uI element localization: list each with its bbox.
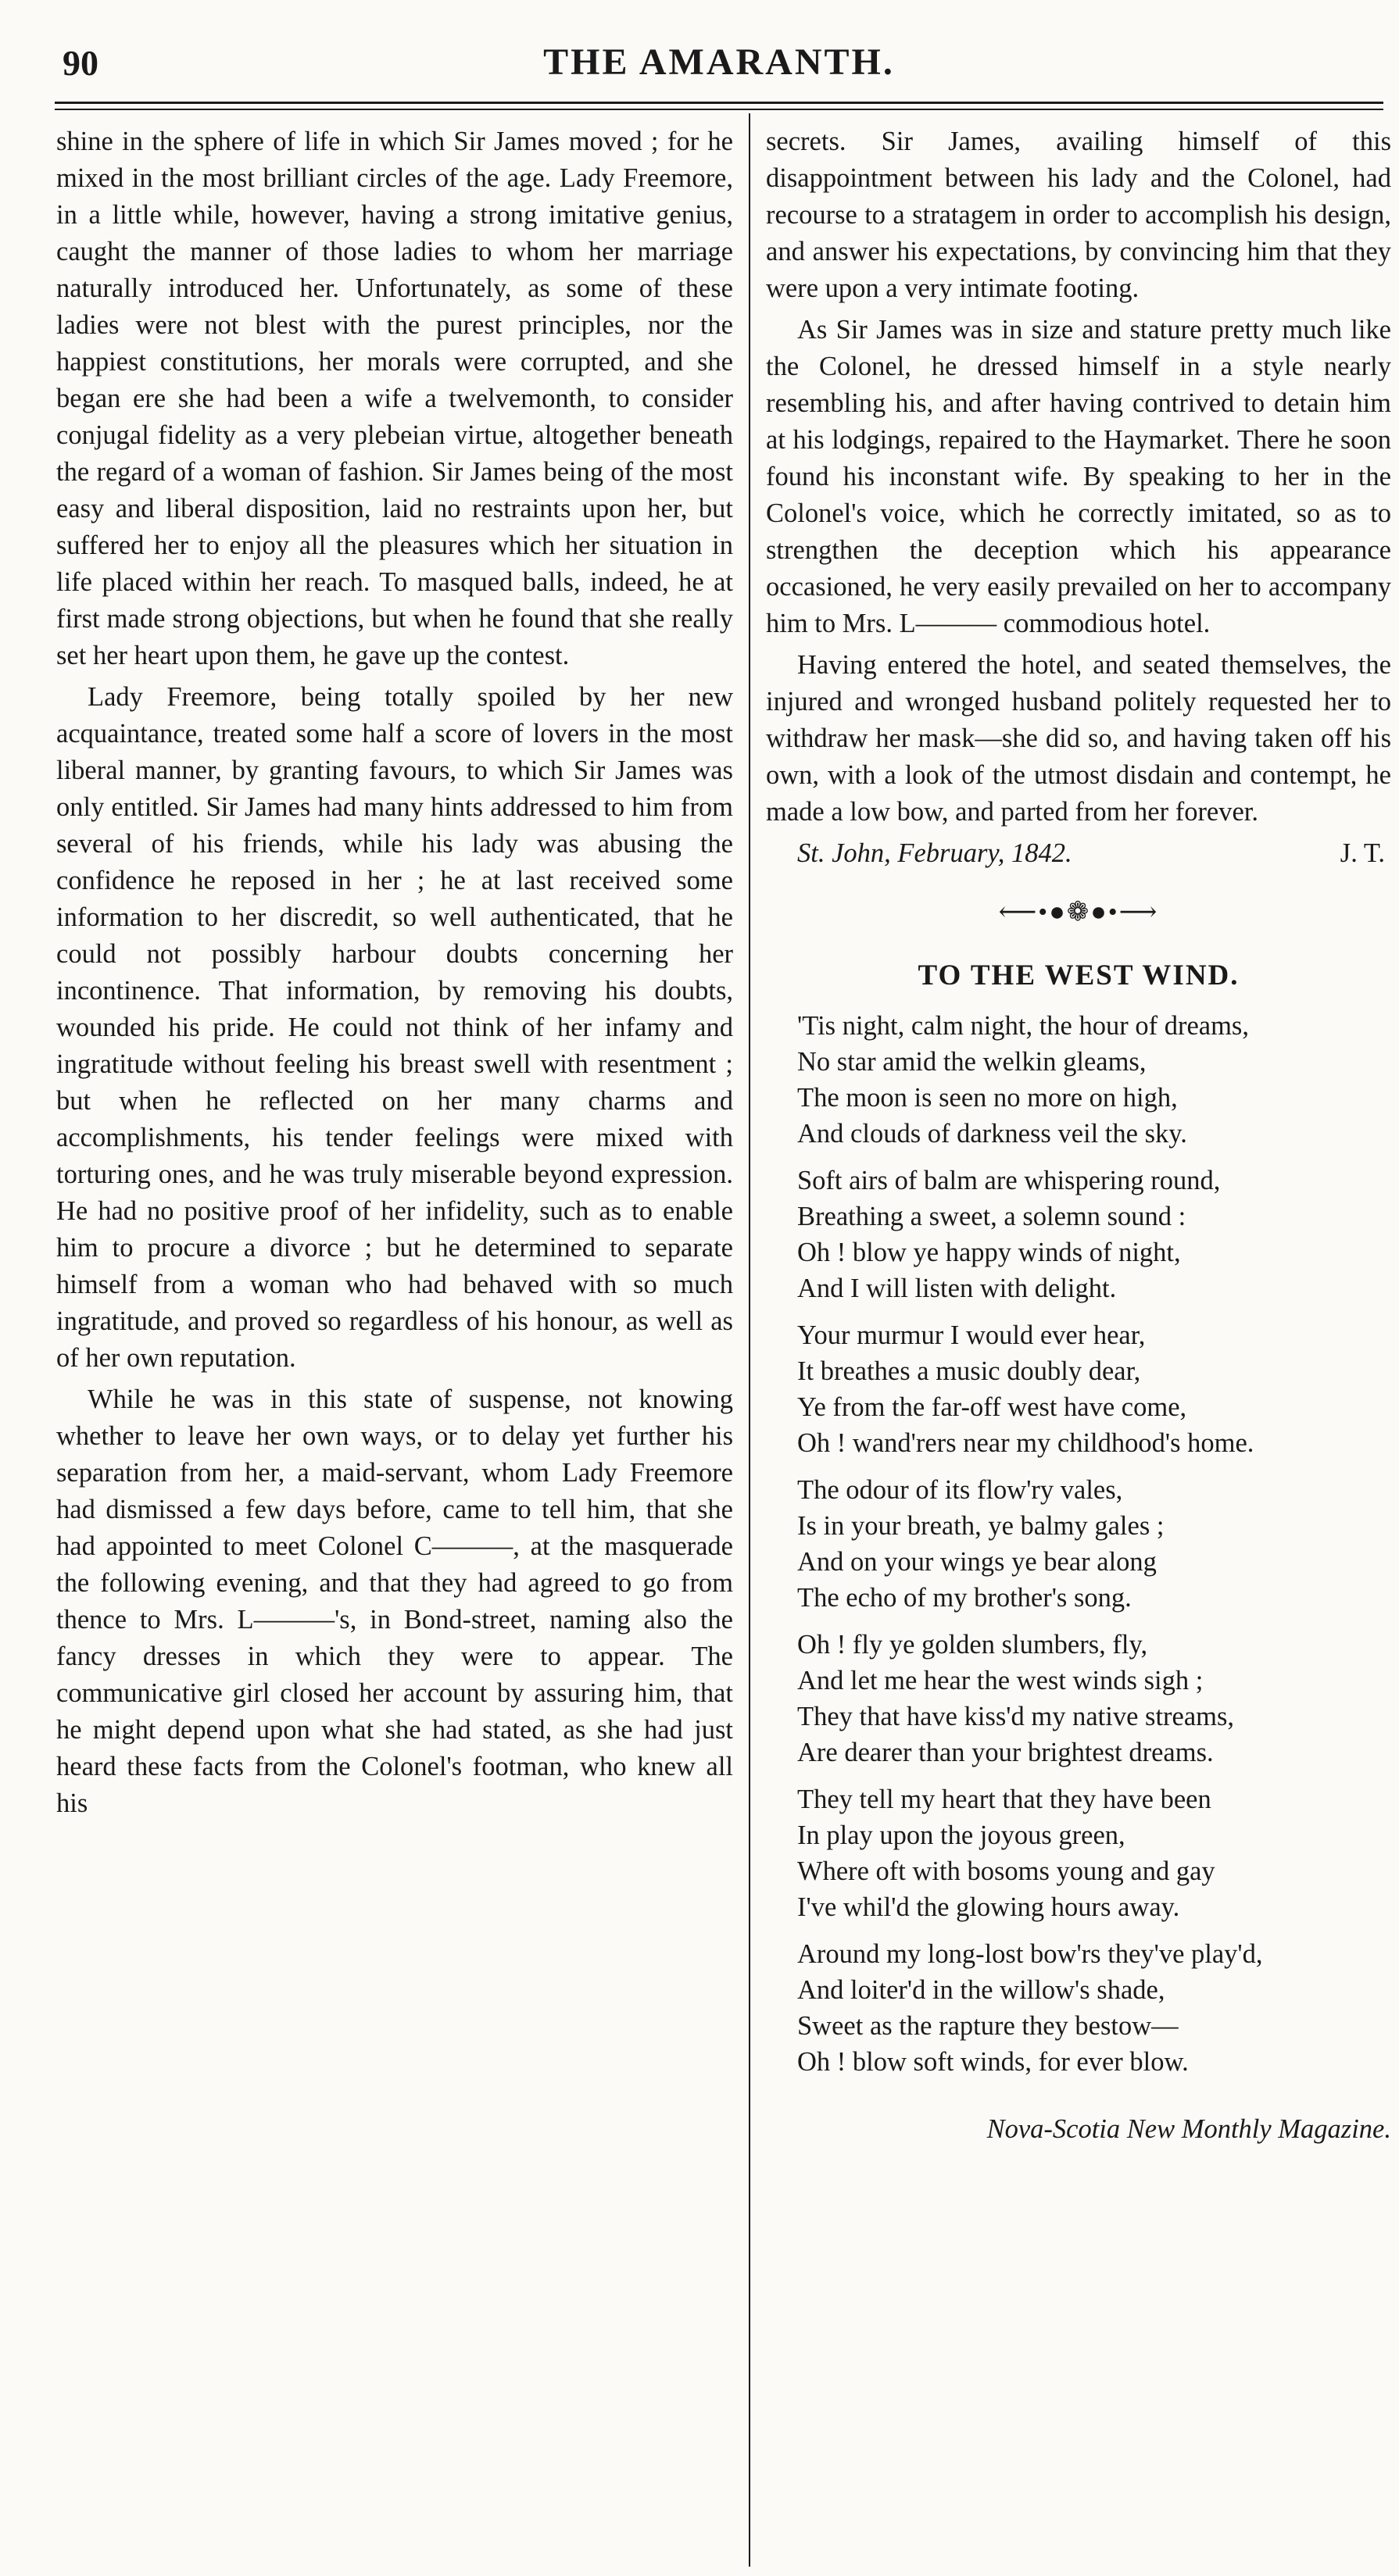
poem-body [766, 1008, 1391, 2080]
poem-line: Oh ! blow ye happy winds of night, [797, 1238, 1181, 1267]
poem-stanza [797, 1317, 1391, 1461]
poem-source: Nova-Scotia New Monthly Magazine. [986, 2114, 1391, 2144]
column-divider [749, 113, 750, 2567]
poem-line: Ye from the far-off west have come, [797, 1392, 1187, 1422]
poem-line: Breathing a sweet, a solemn sound : [797, 1202, 1186, 1231]
poem-stanza [797, 1008, 1391, 1152]
poem-line: Where oft with bosoms young and gay [797, 1856, 1215, 1886]
poem-line: No star amid the welkin gleams, [797, 1047, 1147, 1077]
poem-stanza [797, 1627, 1391, 1770]
poem-line: It breathes a music doubly dear, [797, 1356, 1141, 1386]
poem-line: Around my long-lost bow'rs they've play'd, [797, 1939, 1263, 1969]
poem-line: And let me hear the west winds sigh ; [797, 1666, 1204, 1695]
poem-title: TO THE WEST WIND. [918, 959, 1240, 991]
poem-line: In play upon the joyous green, [797, 1820, 1125, 1850]
poem-line: The moon is seen no more on high, [797, 1083, 1178, 1113]
poem-line: Sweet as the rapture they bestow— [797, 2011, 1179, 2041]
poem-stanza [797, 1163, 1391, 1306]
poem-line: They that have kiss'd my native streams, [797, 1702, 1235, 1731]
right-column [766, 123, 1391, 2148]
poem-line: Your murmur I would ever hear, [797, 1320, 1146, 1350]
poem-line: And I will listen with delight. [797, 1274, 1117, 1303]
paragraph: secrets. Sir James, availing himself of this disappointment between his lady and the Colonel, had recourse to a stratagem in order to accomplish his design, and answer his expectations, by convincing him that they were upon a very intimate footing. [766, 127, 1391, 303]
running-title: THE AMARANTH. [543, 41, 895, 83]
poem-line: 'Tis night, calm night, the hour of dreams, [797, 1011, 1249, 1041]
paragraph: As Sir James was in size and stature pretty much like the Colonel, he dressed himself in a style nearly resembling his, and after having contrived to detain him at his lodgings, repaired to the Haymarket. There he soon found his inconstant wife. By speaking to her in the Colonel's voice, which he correctly imitated, so as to strengthen the deception which his appearance occasioned, he very easily prevailed on her to accompany him to Mrs. L——— commodious hotel. [766, 315, 1391, 638]
poem-line: The echo of my brother's song. [797, 1583, 1132, 1613]
page-number: 90 [63, 43, 98, 83]
poem-line: Is in your breath, ye balmy gales ; [797, 1511, 1165, 1541]
page-header [55, 38, 1383, 84]
poem-line: Soft airs of balm are whispering round, [797, 1166, 1221, 1195]
poem-line: I've whil'd the glowing hours away. [797, 1892, 1180, 1922]
poem-stanza [797, 1781, 1391, 1925]
signoff [797, 835, 1391, 872]
poem-line: The odour of its flow'ry vales, [797, 1475, 1123, 1505]
poem-stanza [797, 1936, 1391, 2080]
ornament-divider: ⟵•●❁●•⟶ [998, 898, 1159, 927]
poem-line: And on your wings ye bear along [797, 1547, 1157, 1577]
poem-line: They tell my heart that they have been [797, 1785, 1211, 1814]
paragraph: Lady Freemore, being totally spoiled by her new acquaintance, treated some half a score of lovers in the most liberal manner, by granting favours, to which Sir James was only entitled. Sir James had many hints addressed to him from several of his friends, while his lady was abusing the confidence he reposed in her ; he at last received some information to her discredit, so well authenticated, that he could not possibly harbour doubts concerning her incontinence. That information, by removing his doubts, wounded his pride. He could not think of her infamy and ingratitude without feeling his breast swell with resentment ; but when he reflected on her many charms and accomplishments, his tender feelings were mixed with torturing ones, and he was truly miserable beyond expression. He had no positive proof of her infidelity, such as to enable him to procure a divorce ; but he determined to separate himself from a woman who had behaved with so much ingratitude, and proved so regardless of his honour, as well as of her own reputation. [56, 682, 733, 1373]
poem-stanza [797, 1472, 1391, 1616]
signoff-initials: J. T. [1340, 838, 1385, 868]
poem-line: Oh ! fly ye golden slumbers, fly, [797, 1630, 1148, 1660]
poem-line: Oh ! blow soft winds, for ever blow. [797, 2047, 1189, 2077]
header-rule-bottom [55, 109, 1383, 110]
poem-line: Are dearer than your brightest dreams. [797, 1738, 1214, 1767]
paragraph: While he was in this state of suspense, not knowing whether to leave her own ways, or to delay yet further his separation from her, a maid-servant, whom Lady Freemore had dismissed a few days before, came to tell him, that she had appointed to meet Colonel C———, at the masquerade the following evening, and that they had agreed to go from thence to Mrs. L———'s, in Bond-street, naming also the fancy dresses in which they were to appear. The communicative girl closed her account by assuring him, that he might depend upon what she had stated, as she had just heard these facts from the Colonel's footman, who knew all his [56, 1384, 733, 1818]
left-column [56, 123, 733, 1827]
paragraph: shine in the sphere of life in which Sir James moved ; for he mixed in the most brilliant circles of the age. Lady Freemore, in a little while, however, having a strong imitative genius, caught the manner of those ladies to whom her marriage naturally introduced her. Unfortunately, as some of these ladies were not blest with the purest principles, nor the happiest constitutions, her morals were corrupted, and she began ere she had been a wife a twelvemonth, to consider conjugal fidelity as a very plebeian virtue, altogether beneath the regard of a woman of fashion. Sir James being of the most easy and liberal disposition, laid no restraints upon her, but suffered her to enjoy all the pleasures which her situation in life placed within her reach. To masqued balls, indeed, he at first made strong objections, but when he found that she really set her heart upon them, he gave up the contest. [56, 127, 733, 670]
poem-line: Oh ! wand'rers near my childhood's home. [797, 1428, 1254, 1458]
paragraph: Having entered the hotel, and seated themselves, the injured and wronged husband politely requested her to withdraw her mask—she did so, and having taken off his own, with a look of the utmost disdain and contempt, he made a low bow, and parted from her forever. [766, 650, 1391, 827]
signoff-place-date: St. John, February, 1842. [797, 838, 1072, 868]
header-rule-top [55, 102, 1383, 104]
poem-line: And loiter'd in the willow's shade, [797, 1975, 1165, 2005]
poem-line: And clouds of darkness veil the sky. [797, 1119, 1187, 1149]
